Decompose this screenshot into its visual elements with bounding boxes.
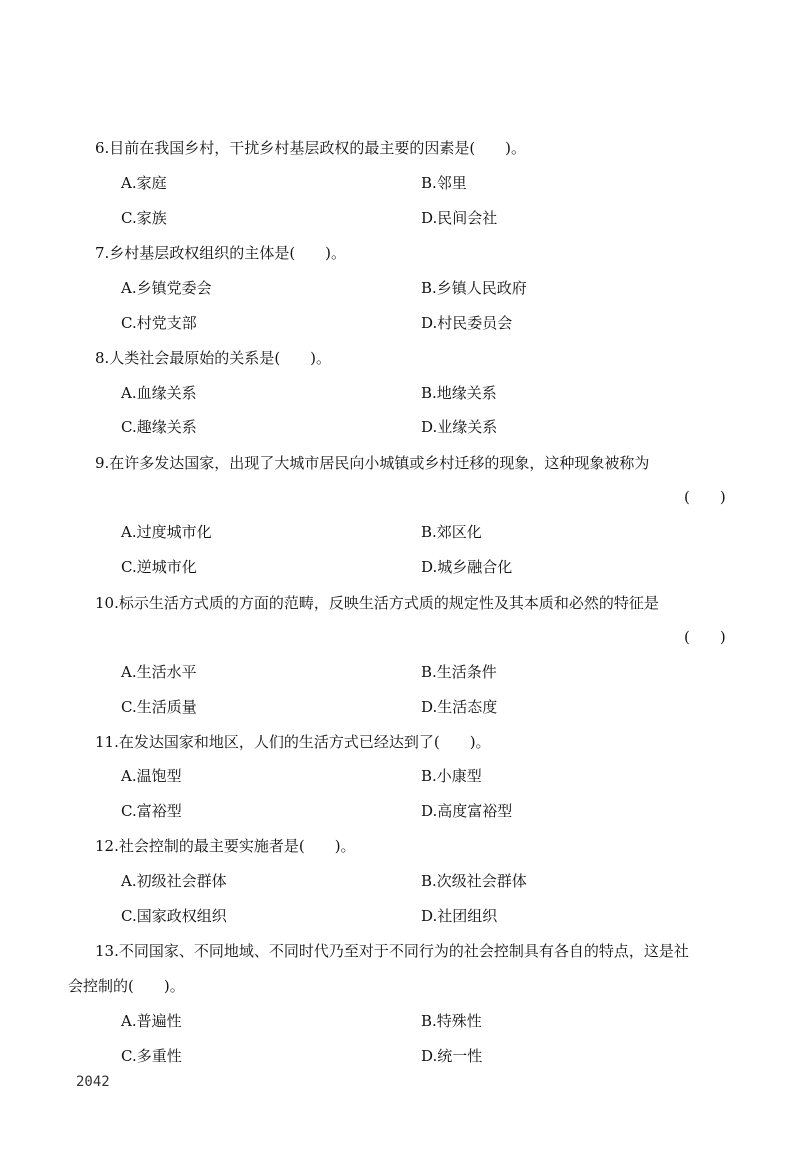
question-13-option-b: B.特殊性: [421, 1012, 482, 1030]
question-13-option-a: A.普遍性: [121, 1012, 182, 1030]
question-13-option-c: C.多重性: [121, 1047, 182, 1065]
question-13-stem-continued: 会控制的( )。: [68, 977, 185, 995]
question-11-option-b: B.小康型: [421, 767, 482, 785]
question-10-option-d: D.生活态度: [421, 698, 498, 716]
question-13-stem: 13.不同国家、不同地域、不同时代乃至对于不同行为的社会控制具有各自的特点，这是社: [95, 942, 689, 960]
question-9-option-d: D.城乡融合化: [421, 558, 513, 576]
question-9-option-c: C.逆城市化: [121, 558, 197, 576]
question-6-stem: 6.目前在我国乡村，干扰乡村基层政权的最主要的因素是( )。: [95, 139, 527, 157]
question-8-stem: 8.人类社会最原始的关系是( )。: [95, 349, 332, 367]
question-7-stem: 7.乡村基层政权组织的主体是( )。: [95, 244, 347, 262]
question-11-option-c: C.富裕型: [121, 802, 182, 820]
question-10-stem: 10.标示生活方式质的方面的范畴，反映生活方式质的规定性及其本质和必然的特征是: [95, 594, 659, 612]
question-6-option-a: A.家庭: [121, 174, 167, 192]
page-number: 2042: [76, 1074, 110, 1090]
question-6-option-c: C.家族: [121, 209, 167, 227]
question-8-option-d: D.业缘关系: [421, 418, 498, 436]
question-7-option-d: D.村民委员会: [421, 314, 513, 332]
question-10-option-a: A.生活水平: [121, 663, 197, 681]
question-6-option-d: D.民间会社: [421, 209, 498, 227]
question-9-answer-paren: ( ): [684, 488, 726, 506]
question-7-option-b: B.乡镇人民政府: [421, 279, 527, 297]
question-10-answer-paren: ( ): [684, 628, 726, 646]
question-10-option-c: C.生活质量: [121, 698, 197, 716]
question-10-option-b: B.生活条件: [421, 663, 497, 681]
question-9-stem: 9.在许多发达国家，出现了大城市居民向小城镇或乡村迁移的现象，这种现象被称为: [95, 454, 650, 472]
question-12-option-c: C.国家政权组织: [121, 907, 227, 925]
question-8-option-c: C.趣缘关系: [121, 418, 197, 436]
question-8-option-b: B.地缘关系: [421, 384, 497, 402]
question-6-option-b: B.邻里: [421, 174, 467, 192]
question-12-option-a: A.初级社会群体: [121, 872, 227, 890]
question-12-option-b: B.次级社会群体: [421, 872, 527, 890]
question-11-stem: 11.在发达国家和地区，人们的生活方式已经达到了( )。: [95, 733, 491, 751]
question-11-option-d: D.高度富裕型: [421, 802, 513, 820]
question-12-option-d: D.社团组织: [421, 907, 498, 925]
question-11-option-a: A.温饱型: [121, 767, 182, 785]
question-7-option-a: A.乡镇党委会: [121, 279, 212, 297]
question-12-stem: 12.社会控制的最主要实施者是( )。: [95, 837, 356, 855]
question-9-option-b: B.郊区化: [421, 523, 482, 541]
question-8-option-a: A.血缘关系: [121, 384, 197, 402]
question-13-option-d: D.统一性: [421, 1047, 483, 1065]
question-9-option-a: A.过度城市化: [121, 523, 212, 541]
question-7-option-c: C.村党支部: [121, 314, 197, 332]
